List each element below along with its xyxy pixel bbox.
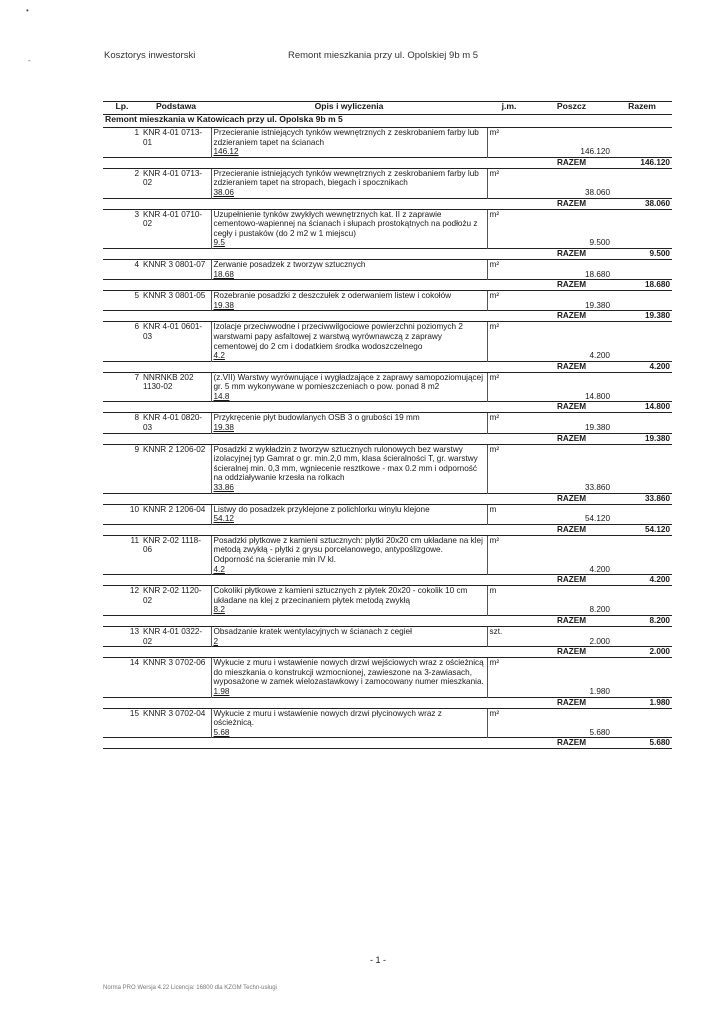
col-header-lp: Lp. [103, 102, 141, 115]
item-lp: 9 [134, 444, 139, 454]
item-quantity-formula: 19.38 [213, 300, 234, 310]
table-row [103, 708, 672, 738]
razem-spacer [103, 524, 531, 535]
item-quantity-formula: 38.06 [213, 187, 234, 197]
page-number: - 1 - [370, 955, 387, 965]
item-lp: 5 [134, 291, 139, 301]
razem-row [103, 311, 672, 322]
table-row [103, 504, 672, 524]
item-opis [211, 259, 487, 279]
razem-label: RAZEM [531, 311, 612, 322]
item-podstawa: KNNR 2 1206-04 [143, 504, 206, 514]
razem-row [103, 615, 672, 626]
item-razem-empty [612, 586, 672, 616]
item-razem-empty [612, 209, 672, 248]
razem-spacer [103, 280, 531, 291]
item-opis [211, 444, 487, 493]
razem-value: 18.680 [612, 280, 672, 291]
razem-spacer [103, 738, 531, 749]
razem-value: 2.000 [612, 647, 672, 658]
table-row [103, 658, 672, 697]
item-unit: m² [487, 128, 531, 158]
razem-spacer [103, 433, 531, 444]
item-unit: m [487, 504, 531, 524]
razem-spacer [103, 615, 531, 626]
item-description: Posadzki płytkowe z kamieni sztucznych: płytki 20x20 cm układane na klej metodą zwykłą - płytki z grysu porcelanowego, antypoślizgowe. Odporność na ścieranie min IV kl. [213, 535, 483, 564]
razem-spacer [103, 493, 531, 504]
table-row [103, 322, 672, 361]
item-podstawa: KNR 4-01 0322-02 [143, 626, 203, 646]
item-podstawa: KNNR 3 0702-06 [143, 658, 206, 668]
item-description: Izolacje przeciwwodne i przeciwwilgociowe powierzchni poziomych 2 warstwami papy asfaltowej z warstwą wyrównawczą z zaprawy cementowej do 2 cm i dodatkiem środka wodoszczelnego [213, 322, 463, 351]
table-row [103, 291, 672, 311]
razem-label: RAZEM [531, 280, 612, 291]
razem-label: RAZEM [531, 433, 612, 444]
table-row [103, 535, 672, 574]
item-razem-empty [612, 168, 672, 198]
item-unit: m² [487, 209, 531, 248]
item-quantity-formula: 9.5 [213, 238, 225, 248]
razem-label: RAZEM [531, 738, 612, 749]
item-unit: m² [487, 259, 531, 279]
item-opis [211, 626, 487, 646]
col-header-opis: Opis i wyliczenia [211, 102, 487, 115]
item-podstawa: KNR 4-01 0713-02 [143, 168, 203, 188]
item-quantity-formula: 14.8 [213, 391, 230, 401]
razem-label: RAZEM [531, 697, 612, 708]
item-razem-empty [612, 259, 672, 279]
item-unit: m² [487, 413, 531, 433]
item-poszcz: 2.000 [589, 636, 610, 646]
item-opis [211, 535, 487, 574]
item-poszcz: 19.380 [584, 300, 610, 310]
item-description: Przykręcenie płyt budowlanych OSB 3 o grubości 19 mm [213, 413, 420, 423]
razem-spacer [103, 402, 531, 413]
item-poszcz: 5.680 [589, 727, 610, 737]
item-unit: szt. [487, 626, 531, 646]
razem-row [103, 433, 672, 444]
item-lp: 8 [134, 413, 139, 423]
item-opis [211, 128, 487, 158]
razem-value: 146.120 [612, 157, 672, 168]
item-unit: m [487, 586, 531, 616]
table-row [103, 372, 672, 402]
item-description: Cokoliki płytkowe z kamieni sztucznych z płytek 20x20 - cokolik 10 cm układane na klej z przecinaniem płytek metodą zwykłą [213, 586, 468, 605]
table-row [103, 209, 672, 248]
table-row [103, 259, 672, 279]
razem-label: RAZEM [531, 615, 612, 626]
razem-label: RAZEM [531, 524, 612, 535]
item-opis [211, 291, 487, 311]
item-poszcz: 33.860 [584, 483, 610, 493]
razem-row [103, 248, 672, 259]
razem-spacer [103, 157, 531, 168]
item-quantity-formula: 18.68 [213, 269, 234, 279]
item-opis [211, 372, 487, 402]
razem-row [103, 575, 672, 586]
razem-label: RAZEM [531, 248, 612, 259]
item-description: Wykucie z muru i wstawienie nowych drzwi wejściowych wraz z ościeżnicą do mieszkania o konstrukcji wzmocnionej, zawieszone na 3-zawiasach, wyposażone w zamek wielozastawkowy i zamocowany numer mieszkania. [213, 658, 484, 687]
item-lp: 2 [134, 168, 139, 178]
item-poszcz: 18.680 [584, 269, 610, 279]
software-footer: Norma PRO Wersja 4.22 Licencja: 16800 dla KZGM Techn-usługi [103, 985, 277, 991]
item-opis [211, 168, 487, 198]
razem-spacer [103, 248, 531, 259]
table-row [103, 168, 672, 198]
item-description: Obsadzanie kratek wentylacyjnych w ścianach z cegieł [213, 626, 412, 636]
item-podstawa: KNR 4-01 0710-02 [143, 209, 203, 229]
item-opis [211, 586, 487, 616]
item-unit: m² [487, 535, 531, 574]
razem-value: 1.980 [612, 697, 672, 708]
razem-spacer [103, 361, 531, 372]
item-poszcz: 14.800 [584, 391, 610, 401]
col-header-podstawa: Podstawa [141, 102, 211, 115]
item-podstawa: KNNR 3 0702-04 [143, 708, 206, 718]
item-poszcz: 8.200 [589, 605, 610, 615]
item-razem-empty [612, 291, 672, 311]
item-poszcz: 146.120 [580, 147, 610, 157]
item-description: Uzupełnienie tynków zwykłych wewnętrznych kat. II z zaprawie cementowo-wapiennej na ścianach i słupach prostokątnych na podłożu z cegły i pustaków (do 2 m2 w 1 miejscu) [213, 209, 478, 238]
item-description: Przecieranie istniejących tynków wewnętrznych z zeskrobaniem farby lub zdzieraniem tapet na ścianach [213, 128, 479, 147]
item-quantity-formula: 54.12 [213, 514, 234, 524]
item-razem-empty [612, 372, 672, 402]
razem-label: RAZEM [531, 198, 612, 209]
razem-value: 38.060 [612, 198, 672, 209]
razem-value: 14.800 [612, 402, 672, 413]
item-description: Zerwanie posadzek z tworzyw sztucznych [213, 259, 366, 269]
item-description: Przecieranie istniejących tynków wewnętrznych z zeskrobaniem farby lub zdzieraniem tapet na stropach, biegach i spocznikach [213, 168, 479, 188]
item-lp: 12 [129, 586, 139, 596]
cost-estimate-table [103, 101, 672, 749]
item-opis [211, 658, 487, 697]
item-unit: m² [487, 658, 531, 697]
razem-value: 19.380 [612, 433, 672, 444]
scan-dash: - [28, 56, 31, 65]
item-quantity-formula: 8.2 [213, 605, 225, 615]
item-opis [211, 708, 487, 738]
razem-label: RAZEM [531, 157, 612, 168]
item-poszcz: 38.060 [584, 187, 610, 197]
item-poszcz: 19.380 [584, 423, 610, 433]
item-podstawa: KNR 2-02 1118-06 [143, 535, 201, 555]
item-lp: 11 [130, 535, 139, 545]
item-unit: m² [487, 372, 531, 402]
razem-label: RAZEM [531, 493, 612, 504]
razem-spacer [103, 198, 531, 209]
razem-value: 4.200 [612, 575, 672, 586]
item-lp: 1 [134, 128, 139, 137]
item-razem-empty [612, 708, 672, 738]
item-unit: m² [487, 444, 531, 493]
item-razem-empty [612, 322, 672, 361]
item-lp: 7 [134, 372, 139, 382]
razem-spacer [103, 697, 531, 708]
razem-label: RAZEM [531, 402, 612, 413]
item-unit: m² [487, 708, 531, 738]
item-podstawa: KNR 4-01 0713-01 [143, 128, 203, 147]
razem-value: 9.500 [612, 248, 672, 259]
item-razem-empty [612, 626, 672, 646]
razem-value: 19.380 [612, 311, 672, 322]
item-opis [211, 209, 487, 248]
col-header-poszcz: Poszcz [531, 102, 612, 115]
razem-row [103, 524, 672, 535]
razem-row [103, 157, 672, 168]
item-poszcz: 1.980 [589, 686, 610, 696]
razem-label: RAZEM [531, 647, 612, 658]
col-header-jm: j.m. [487, 102, 531, 115]
table-row [103, 586, 672, 616]
document-header-left: Kosztorys inwestorski [104, 50, 196, 61]
razem-row [103, 697, 672, 708]
item-description: Rozebranie posadzki z deszczułek z oderwaniem listew i cokołów [213, 291, 452, 301]
table-header-row [103, 102, 672, 115]
razem-value: 5.680 [612, 738, 672, 749]
item-podstawa: KNR 2-02 1120-02 [143, 586, 202, 605]
razem-value: 8.200 [612, 615, 672, 626]
item-podstawa: KNR 4-01 0601-03 [143, 322, 203, 341]
item-opis [211, 413, 487, 433]
razem-value: 33.860 [612, 493, 672, 504]
razem-row [103, 361, 672, 372]
razem-row [103, 402, 672, 413]
razem-label: RAZEM [531, 575, 612, 586]
item-unit: m² [487, 168, 531, 198]
item-quantity-formula: 1.98 [213, 686, 230, 696]
item-razem-empty [612, 128, 672, 158]
item-opis [211, 322, 487, 361]
razem-value: 54.120 [612, 524, 672, 535]
razem-label: RAZEM [531, 361, 612, 372]
col-header-razem: Razem [612, 102, 672, 115]
document-header-right: Remont mieszkania przy ul. Opolskiej 9b m 5 [288, 50, 479, 61]
item-razem-empty [612, 413, 672, 433]
item-unit: m² [487, 322, 531, 361]
table-row [103, 626, 672, 646]
table-row [103, 444, 672, 493]
item-description: Posadzki z wykładzin z tworzyw sztucznych rulonowych bez warstwy izolacyjnej typ Gamrat o gr. min.2,0 mm, klasa ścieralności T, gr. warstwy ścieralnej min. 0,3 mm, wgniecenie resztkowe - max 0.2 mm i odporność na oddziaływanie krzesła na rolkach [213, 444, 478, 483]
item-description: Wykucie z muru i wstawienie nowych drzwi płycinowych wraz z ościeżnicą. [213, 708, 442, 728]
table-row [103, 128, 672, 158]
item-podstawa: KNNR 2 1206-02 [143, 444, 206, 454]
item-quantity-formula: 146.12 [213, 147, 239, 157]
item-lp: 3 [134, 209, 139, 219]
item-razem-empty [612, 658, 672, 697]
razem-row [103, 280, 672, 291]
item-quantity-formula: 5.68 [213, 727, 230, 737]
item-opis [211, 504, 487, 524]
item-quantity-formula: 19.38 [213, 423, 234, 433]
razem-row [103, 738, 672, 749]
item-lp: 6 [134, 322, 139, 332]
section-title: Remont mieszkania w Katowicach przy ul. Opolska 9b m 5 [103, 115, 672, 128]
razem-row [103, 198, 672, 209]
razem-spacer [103, 647, 531, 658]
item-poszcz: 4.200 [589, 351, 610, 361]
item-unit: m² [487, 291, 531, 311]
scan-dot: • [26, 6, 29, 15]
item-podstawa: KNNR 3 0801-07 [143, 259, 206, 269]
table-row [103, 413, 672, 433]
razem-row [103, 647, 672, 658]
item-description: (z.VII) Warstwy wyrównujące i wygładzające z zaprawy samopoziomującej gr. 5 mm wykonywane w pomieszczeniach o pow. ponad 8 m2 [213, 372, 484, 392]
item-lp: 15 [129, 708, 139, 718]
razem-row [103, 493, 672, 504]
item-lp: 4 [134, 259, 139, 269]
item-podstawa: NNRNKB 202 1130-02 [143, 372, 194, 392]
item-quantity-formula: 4.2 [213, 351, 225, 361]
item-quantity-formula: 4.2 [213, 564, 225, 574]
razem-spacer [103, 575, 531, 586]
item-lp: 13 [129, 626, 139, 636]
razem-spacer [103, 311, 531, 322]
item-lp: 10 [129, 504, 139, 514]
item-razem-empty [612, 504, 672, 524]
item-poszcz: 54.120 [584, 514, 610, 524]
item-podstawa: KNR 4-01 0820-03 [143, 413, 203, 433]
item-quantity-formula: 2 [213, 636, 219, 646]
item-poszcz: 9.500 [589, 238, 610, 248]
section-row [103, 115, 672, 128]
item-podstawa: KNNR 3 0801-05 [143, 291, 206, 301]
razem-value: 4.200 [612, 361, 672, 372]
item-razem-empty [612, 535, 672, 574]
item-razem-empty [612, 444, 672, 493]
item-lp: 14 [129, 658, 139, 668]
item-quantity-formula: 33.86 [213, 483, 234, 493]
item-description: Listwy do posadzek przyklejone z polichlorku winylu klejone [213, 504, 430, 514]
item-poszcz: 4.200 [589, 564, 610, 574]
